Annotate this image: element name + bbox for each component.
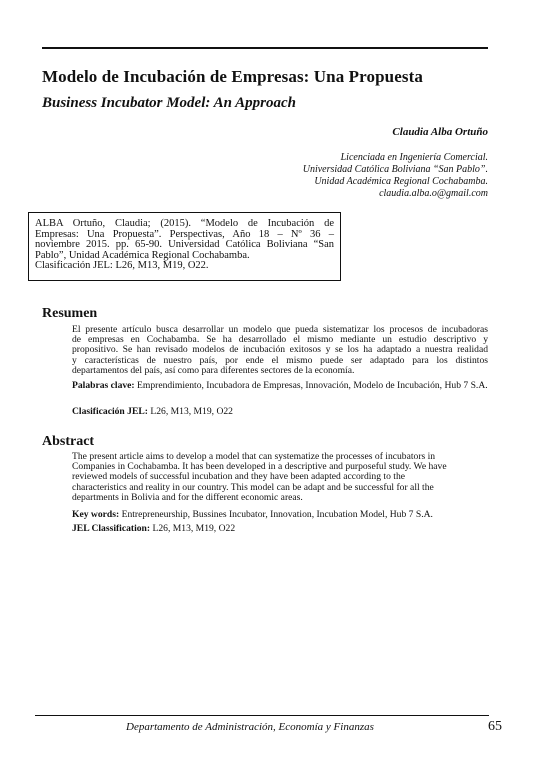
abstract-keywords-text: Entrepreneurship, Bussines Incubator, Innovation, Incubation Model, Hub 7 S.A. xyxy=(121,509,433,520)
abstract-heading: Abstract xyxy=(42,434,95,449)
citation-box xyxy=(28,212,341,281)
affiliation-university: Universidad Católica Boliviana “San Pablo”. xyxy=(302,164,488,175)
resumen-jel xyxy=(72,407,488,418)
resumen-body xyxy=(72,325,488,376)
paper-subtitle: Business Incubator Model: An Approach xyxy=(42,95,296,111)
author-affiliation xyxy=(303,152,488,200)
resumen-jel-text: L26, M13, M19, O22 xyxy=(150,406,233,417)
resumen-line: de empresas en Cochabamba. Se ha desarrollado el mismo mediante un estudio descriptivo y xyxy=(72,334,488,346)
resumen-keywords xyxy=(72,381,488,392)
resumen-line: y características de nuestro país, por ende el mismo puede ser adaptado para los distintos xyxy=(72,354,488,366)
resumen-heading: Resumen xyxy=(42,306,98,321)
abstract-line: characteristics and reality in our country. This model can be adapt and be successful for all the xyxy=(72,481,434,493)
footer-department: Departamento de Administración, Economía y Finanzas xyxy=(126,721,374,733)
citation-line: Empresas: Una Propuesta”. Perspectivas, Año 18 – Nº 36 – xyxy=(35,228,334,240)
resumen-keywords-text: Emprendimiento, Incubadora de Empresas, Innovación, Modelo de Incubación, Hub 7 S.A. xyxy=(137,380,488,391)
resumen-line: departamentos del país, así como para diferentes sectores de la economía. xyxy=(72,364,355,376)
affiliation-unit: Unidad Académica Regional Cochabamba. xyxy=(314,176,488,187)
author-name: Claudia Alba Ortuño xyxy=(392,126,488,138)
abstract-line: The present article aims to develop a model that can systematize the processes of incubators in xyxy=(72,451,436,462)
resumen-jel-label: Clasificación JEL: xyxy=(72,406,148,417)
abstract-line: departments in Bolivia and for the different economic areas. xyxy=(72,491,303,503)
abstract-line: Companies in Cochabamba. It has been developed in a descriptive and purposeful study. We have xyxy=(72,461,447,473)
page-number: 65 xyxy=(488,719,502,734)
citation-line: Pablo”, Unidad Académica Regional Cochabamba. xyxy=(35,249,250,261)
abstract-keywords xyxy=(72,510,488,521)
abstract-body xyxy=(72,452,488,503)
abstract-jel xyxy=(72,524,488,535)
abstract-jel-label: JEL Classification: xyxy=(72,523,151,534)
resumen-keywords-label: Palabras clave: xyxy=(72,380,135,391)
citation-line: noviembre 2015. pp. 65-90. Universidad Católica Boliviana “San xyxy=(35,239,334,250)
citation-line: Clasificación JEL: L26, M13, M19, O22. xyxy=(35,260,209,271)
author-email: claudia.alba.o@gmail.com xyxy=(379,188,488,199)
footer-rule xyxy=(35,715,489,716)
abstract-jel-text: L26, M13, M19, O22 xyxy=(152,523,236,534)
citation-line: ALBA Ortuño, Claudia; (2015). “Modelo de Incubación de xyxy=(35,218,334,229)
abstract-line: reviewed models of successful incubation and they have been adapted according to the xyxy=(72,471,405,483)
abstract-keywords-label: Key words: xyxy=(72,509,120,520)
top-rule xyxy=(42,47,488,49)
paper-title: Modelo de Incubación de Empresas: Una Propuesta xyxy=(42,67,423,86)
resumen-line: El presente artículo busca desarrollar un modelo que pueda sistematizar los procesos de incubadoras xyxy=(72,324,488,335)
resumen-line: propositivo. Se han revisado modelos de incubación exitosos y se los ha adaptado a nuestra realidad xyxy=(72,344,488,356)
affiliation-degree: Licenciada en Ingeniería Comercial. xyxy=(340,152,488,163)
